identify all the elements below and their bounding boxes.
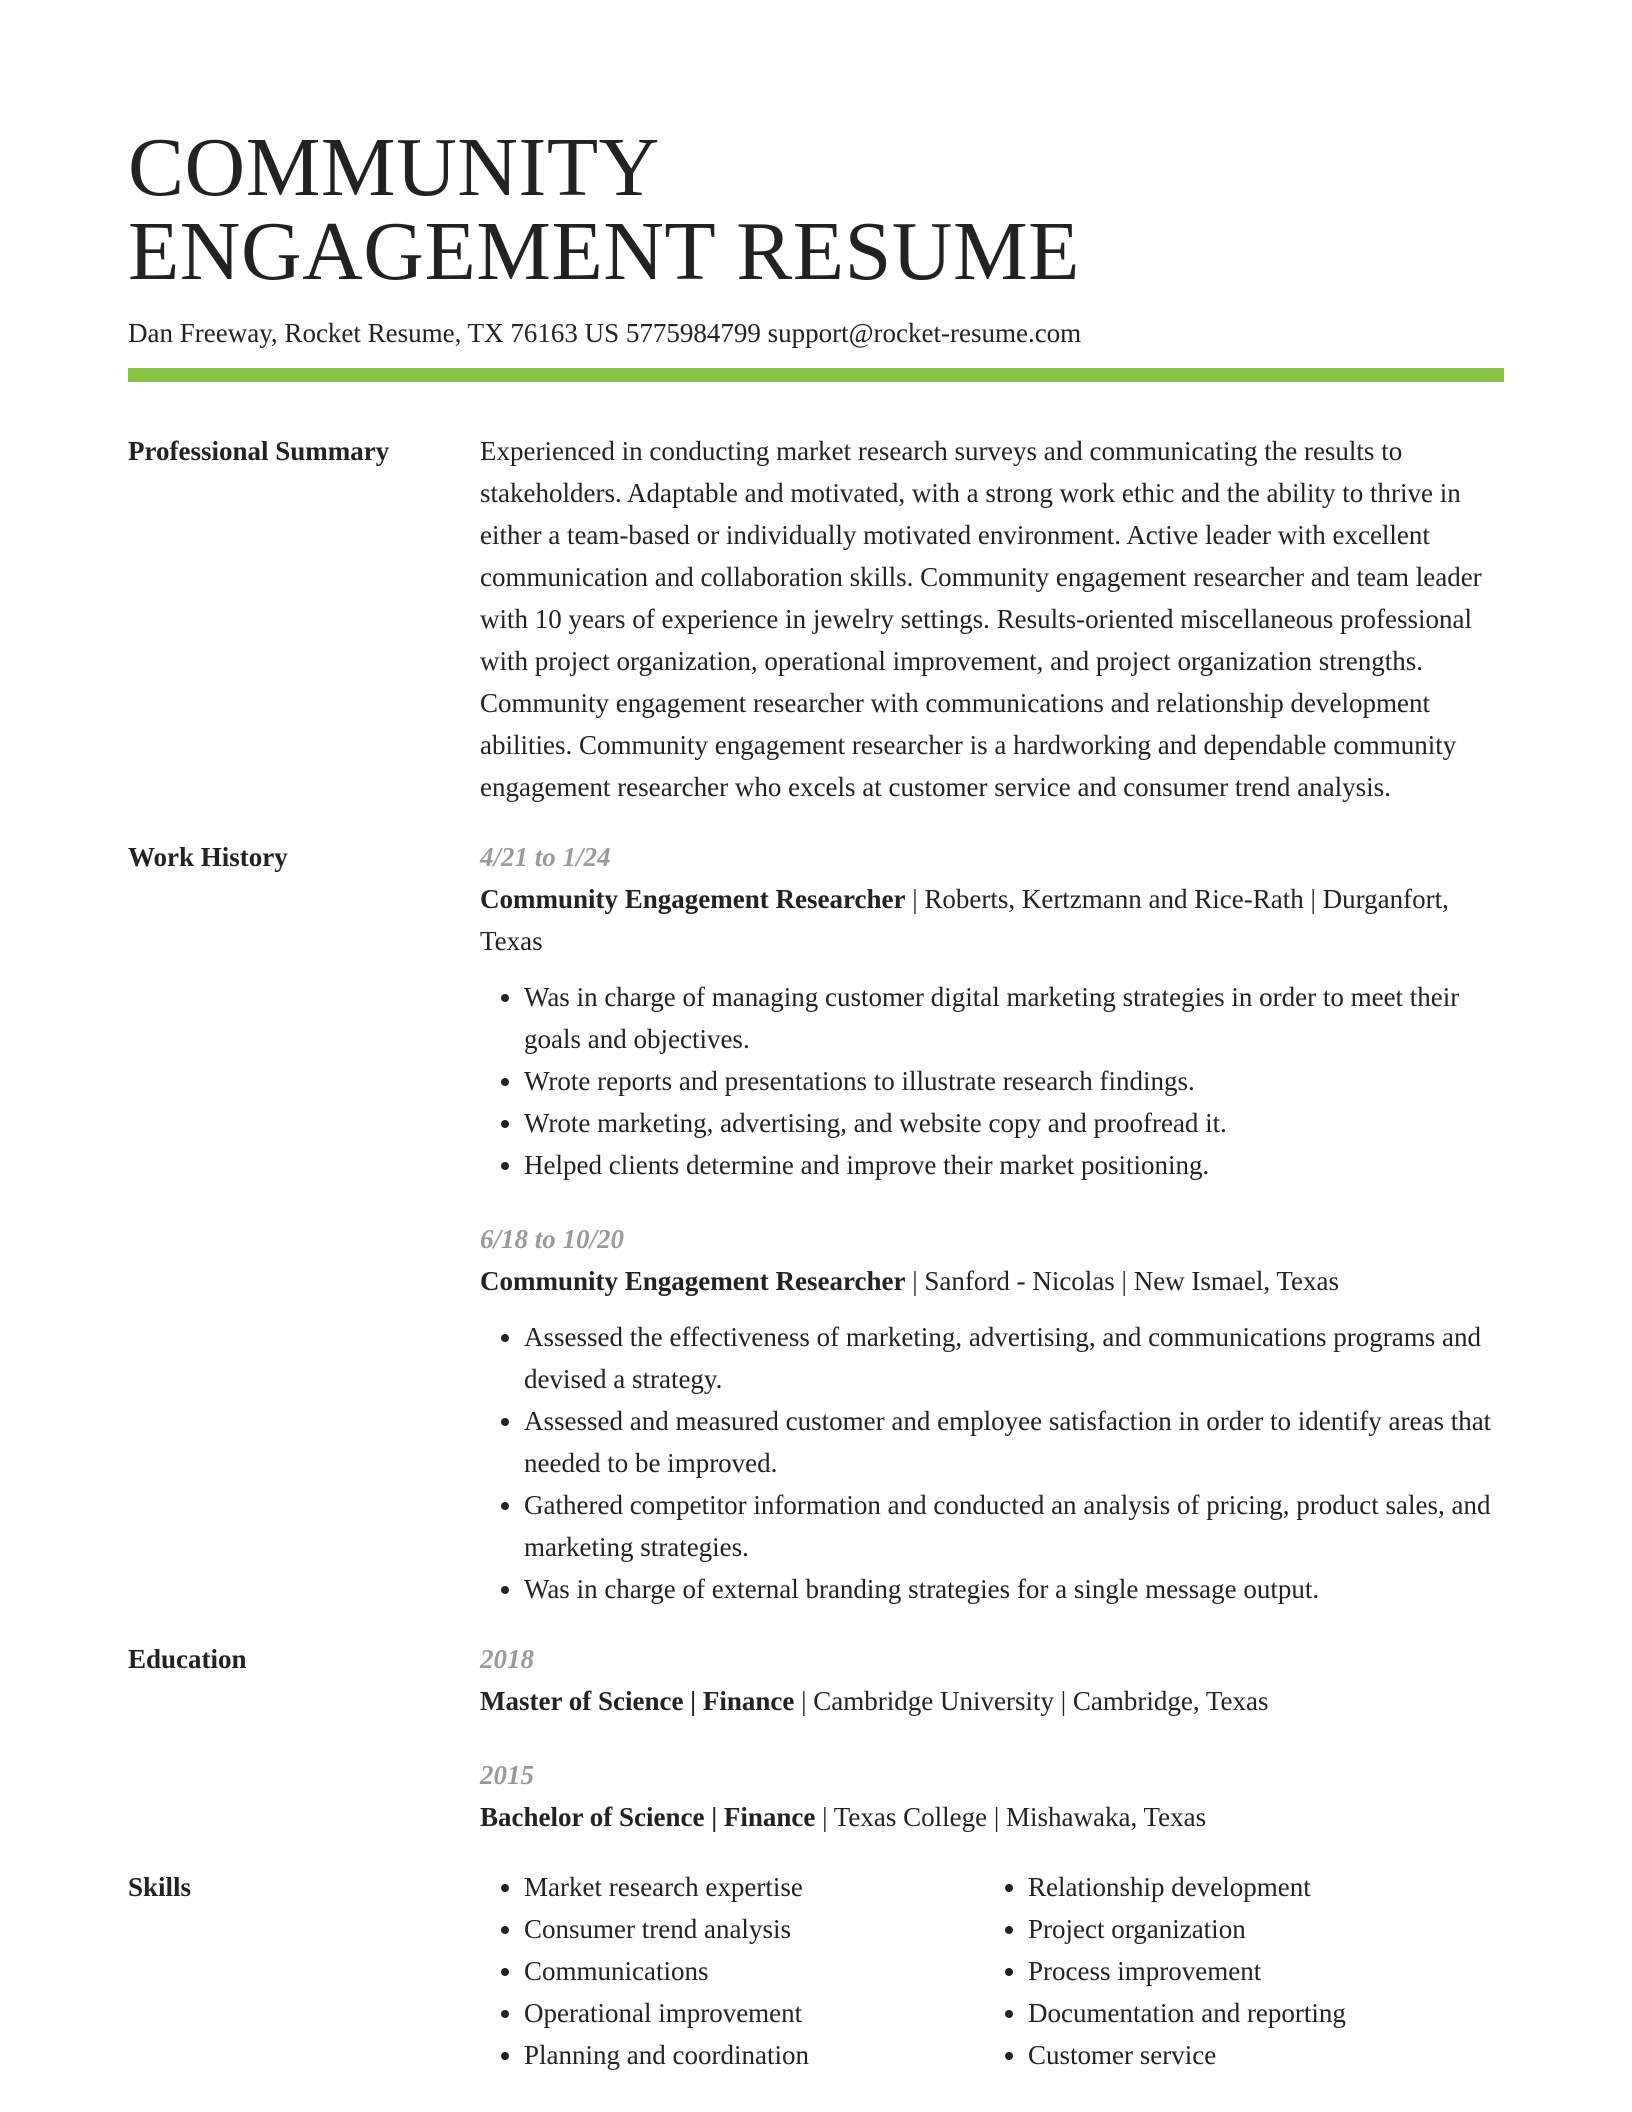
degree-name: Master of Science | Finance xyxy=(480,1686,795,1716)
education-heading xyxy=(480,1680,1504,1722)
education-heading xyxy=(480,1796,1504,1838)
skill-item: • Relationship development xyxy=(1028,1866,1488,1908)
summary-label: Professional Summary xyxy=(128,436,390,466)
skill-item: • Consumer trend analysis xyxy=(524,1908,984,1950)
skills-list-left xyxy=(480,1866,984,2076)
education-entry xyxy=(480,1754,1504,1838)
education-body xyxy=(480,1638,1504,1838)
skill-item: • Planning and coordination xyxy=(524,2034,984,2076)
job-bullet: • Wrote reports and presentations to illustrate research findings. xyxy=(524,1060,1504,1102)
education-label: Education xyxy=(128,1644,247,1674)
job-bullet: • Assessed the effectiveness of marketing, advertising, and communications programs and devised a strategy. xyxy=(524,1316,1504,1400)
summary-body xyxy=(480,430,1504,808)
job-heading xyxy=(480,878,1504,962)
education-section xyxy=(128,1638,1504,1838)
work-history-body xyxy=(480,836,1504,1610)
resume-title xyxy=(128,0,1504,298)
job-entry xyxy=(480,836,1504,1186)
resume-page xyxy=(128,0,1504,2076)
skills-body xyxy=(480,1866,1504,2076)
work-history-label: Work History xyxy=(128,842,288,872)
job-entry xyxy=(480,1218,1504,1610)
skills-columns xyxy=(480,1866,1504,2076)
job-bullets xyxy=(480,976,1504,1186)
summary-text: Experienced in conducting market research surveys and communicating the results to stakeholders. Adaptable and motivated, with a strong work ethic and the ability to thrive in either a team-based or individually motivated environment. Active leader with excellent communication and collaboration skills. Community engagement researcher and team leader with 10 years of experience in jewelry settings. Results-oriented miscellaneous professional with project organization, operational improvement, and project organization strengths. Community engagement researcher with communications and relationship development abilities. Community engagement researcher is a hardworking and dependable community engagement researcher who excels at customer service and consumer trend analysis. xyxy=(480,436,1482,802)
work-history-section xyxy=(128,836,1504,1610)
job-employer-location: | Roberts, Kertzmann and Rice-Rath | Durganfort, Texas xyxy=(480,884,1449,956)
skills-label: Skills xyxy=(128,1872,192,1902)
job-bullets xyxy=(480,1316,1504,1610)
job-bullet: • Was in charge of external branding strategies for a single message output. xyxy=(524,1568,1504,1610)
education-year: 2015 xyxy=(480,1760,534,1790)
school-location: | Texas College | Mishawaka, Texas xyxy=(815,1802,1207,1832)
skills-list-right xyxy=(984,1866,1488,2076)
accent-divider xyxy=(128,368,1504,382)
job-employer-location: | Sanford - Nicolas | New Ismael, Texas xyxy=(905,1266,1339,1296)
school-location: | Cambridge University | Cambridge, Texas xyxy=(794,1686,1269,1716)
contact-line: Dan Freeway, Rocket Resume, TX 76163 US 5775984799 support@rocket-resume.com xyxy=(128,318,1082,348)
job-bullet: • Gathered competitor information and conducted an analysis of pricing, product sales, and marketing strategies. xyxy=(524,1484,1504,1568)
skill-item: • Market research expertise xyxy=(524,1866,984,1908)
job-dates: 4/21 to 1/24 xyxy=(480,842,611,872)
skills-section xyxy=(128,1866,1504,2076)
skill-item: • Communications xyxy=(524,1950,984,1992)
job-bullet: • Assessed and measured customer and employee satisfaction in order to identify areas that needed to be improved. xyxy=(524,1400,1504,1484)
job-dates: 6/18 to 10/20 xyxy=(480,1224,625,1254)
degree-name: Bachelor of Science | Finance xyxy=(480,1802,816,1832)
skill-item: • Process improvement xyxy=(1028,1950,1488,1992)
job-title: Community Engagement Researcher xyxy=(480,1266,906,1296)
job-bullet: • Wrote marketing, advertising, and website copy and proofread it. xyxy=(524,1102,1504,1144)
skill-item: • Customer service xyxy=(1028,2034,1488,2076)
education-entry xyxy=(480,1638,1504,1722)
summary-section xyxy=(128,430,1504,808)
skill-item: • Project organization xyxy=(1028,1908,1488,1950)
job-bullet: • Helped clients determine and improve their market positioning. xyxy=(524,1144,1504,1186)
education-year: 2018 xyxy=(480,1644,534,1674)
skill-item: • Documentation and reporting xyxy=(1028,1992,1488,2034)
title-line-2: ENGAGEMENT RESUME xyxy=(128,205,1080,298)
job-title: Community Engagement Researcher xyxy=(480,884,906,914)
job-heading xyxy=(480,1260,1504,1302)
job-bullet: • Was in charge of managing customer digital marketing strategies in order to meet their goals and objectives. xyxy=(524,976,1504,1060)
skill-item: • Operational improvement xyxy=(524,1992,984,2034)
title-line-1: COMMUNITY xyxy=(128,121,660,214)
